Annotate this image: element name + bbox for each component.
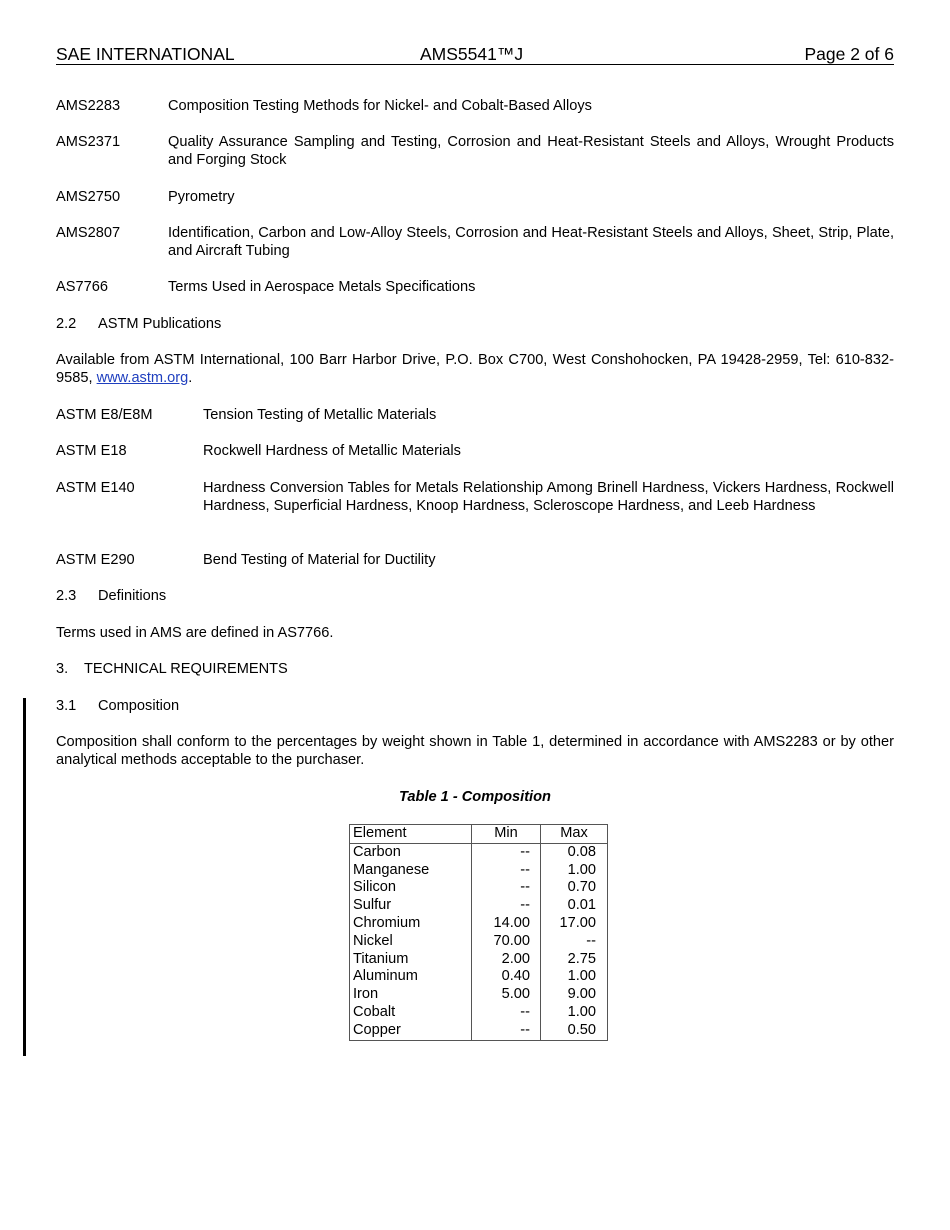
cell-element: Nickel: [350, 933, 472, 951]
availability-period: .: [188, 369, 193, 386]
cell-min: --: [472, 862, 541, 880]
reference-code: AS7766: [56, 279, 108, 295]
table-row: [350, 968, 608, 986]
reference-code: AMS2371: [56, 134, 121, 150]
cell-min: --: [472, 1004, 541, 1022]
page-header: [56, 44, 894, 65]
cell-max: 1.00: [541, 1004, 608, 1022]
cell-element: Titanium: [350, 951, 472, 969]
cell-max: 1.00: [541, 968, 608, 986]
section-number: 3.: [56, 661, 69, 677]
reference-code: ASTM E8/E8M: [56, 407, 153, 423]
revision-change-bar: [23, 698, 26, 1056]
astm-availability-paragraph: [56, 352, 894, 387]
cell-max: 2.75: [541, 951, 608, 969]
table-caption: Table 1 - Composition: [399, 789, 551, 805]
cell-element: Cobalt: [350, 1004, 472, 1022]
cell-element: Copper: [350, 1022, 472, 1040]
reference-code: ASTM E140: [56, 480, 135, 496]
column-header-min: Min: [472, 825, 541, 844]
header-org: SAE INTERNATIONAL: [56, 44, 235, 64]
column-header-element: Element: [350, 825, 472, 844]
cell-min: 14.00: [472, 915, 541, 933]
header-doc-id: AMS5541™J: [420, 44, 524, 64]
reference-title: Pyrometry: [168, 189, 235, 205]
cell-min: --: [472, 897, 541, 915]
composition-table-body: [350, 843, 608, 1040]
reference-title: Identification, Carbon and Low-Alloy Steels, Corrosion and Heat-Resistant Steels and Alloys, Sheet, Strip, Plate, and Aircraft Tubing: [168, 225, 894, 259]
definitions-paragraph: Terms used in AMS are defined in AS7766.: [56, 625, 334, 641]
reference-title: Bend Testing of Material for Ductility: [203, 552, 436, 568]
cell-element: Manganese: [350, 862, 472, 880]
composition-table: [349, 824, 608, 1041]
cell-max: 9.00: [541, 986, 608, 1004]
reference-title: Terms Used in Aerospace Metals Specifications: [168, 279, 476, 295]
section-title: TECHNICAL REQUIREMENTS: [84, 661, 288, 677]
table-row: [350, 986, 608, 1004]
reference-code: AMS2750: [56, 189, 121, 205]
reference-title: Tension Testing of Metallic Materials: [203, 407, 437, 423]
cell-element: Sulfur: [350, 897, 472, 915]
section-number: 2.2: [56, 316, 77, 332]
cell-element: Iron: [350, 986, 472, 1004]
cell-max: 1.00: [541, 862, 608, 880]
cell-min: 0.40: [472, 968, 541, 986]
table-row: [350, 897, 608, 915]
cell-max: 0.08: [541, 843, 608, 861]
cell-element: Carbon: [350, 843, 472, 861]
cell-max: 17.00: [541, 915, 608, 933]
table-row: [350, 933, 608, 951]
table-row: [350, 1004, 608, 1022]
section-title: ASTM Publications: [98, 316, 222, 332]
table-row: [350, 951, 608, 969]
reference-title: Rockwell Hardness of Metallic Materials: [203, 443, 461, 459]
cell-min: 2.00: [472, 951, 541, 969]
section-title: Definitions: [98, 588, 167, 604]
astm-website-link[interactable]: www.astm.org: [96, 369, 189, 386]
cell-min: 70.00: [472, 933, 541, 951]
cell-max: 0.01: [541, 897, 608, 915]
table-row: [350, 843, 608, 861]
cell-max: --: [541, 933, 608, 951]
cell-min: --: [472, 879, 541, 897]
reference-title: Composition Testing Methods for Nickel- and Cobalt-Based Alloys: [168, 98, 592, 114]
cell-max: 0.50: [541, 1022, 608, 1040]
table-row: [350, 915, 608, 933]
reference-title: Hardness Conversion Tables for Metals Relationship Among Brinell Hardness, Vickers Hardness, Rockwell Hardness, Superficial Hardness, Knoop Hardness, Scleroscope Hardness, and Leeb Hardness: [203, 480, 894, 514]
header-page-number: Page 2 of 6: [804, 44, 894, 64]
composition-paragraph: Composition shall conform to the percentages by weight shown in Table 1, determined in accordance with AMS2283 or by other analytical methods acceptable to the purchaser.: [56, 734, 894, 768]
table-row: [350, 1022, 608, 1040]
availability-text: Available from ASTM International, 100 Barr Harbor Drive, P.O. Box C700, West Conshohocken, PA 19428-2959, Tel: 610-832-9585,: [56, 352, 894, 386]
cell-min: 5.00: [472, 986, 541, 1004]
cell-element: Chromium: [350, 915, 472, 933]
table-row: [350, 879, 608, 897]
table-row: [350, 862, 608, 880]
cell-element: Aluminum: [350, 968, 472, 986]
reference-code: AMS2283: [56, 98, 121, 114]
section-number: 3.1: [56, 698, 77, 714]
cell-min: --: [472, 1022, 541, 1040]
cell-max: 0.70: [541, 879, 608, 897]
reference-code: ASTM E18: [56, 443, 127, 459]
reference-code: ASTM E290: [56, 552, 135, 568]
section-number: 2.3: [56, 588, 77, 604]
column-header-max: Max: [541, 825, 608, 844]
reference-code: AMS2807: [56, 225, 121, 241]
table-header-row: [350, 825, 608, 844]
reference-title: Quality Assurance Sampling and Testing, Corrosion and Heat-Resistant Steels and Alloys, Wrought Products and Forging Stock: [168, 134, 894, 168]
section-title: Composition: [98, 698, 180, 714]
cell-element: Silicon: [350, 879, 472, 897]
cell-min: --: [472, 843, 541, 861]
